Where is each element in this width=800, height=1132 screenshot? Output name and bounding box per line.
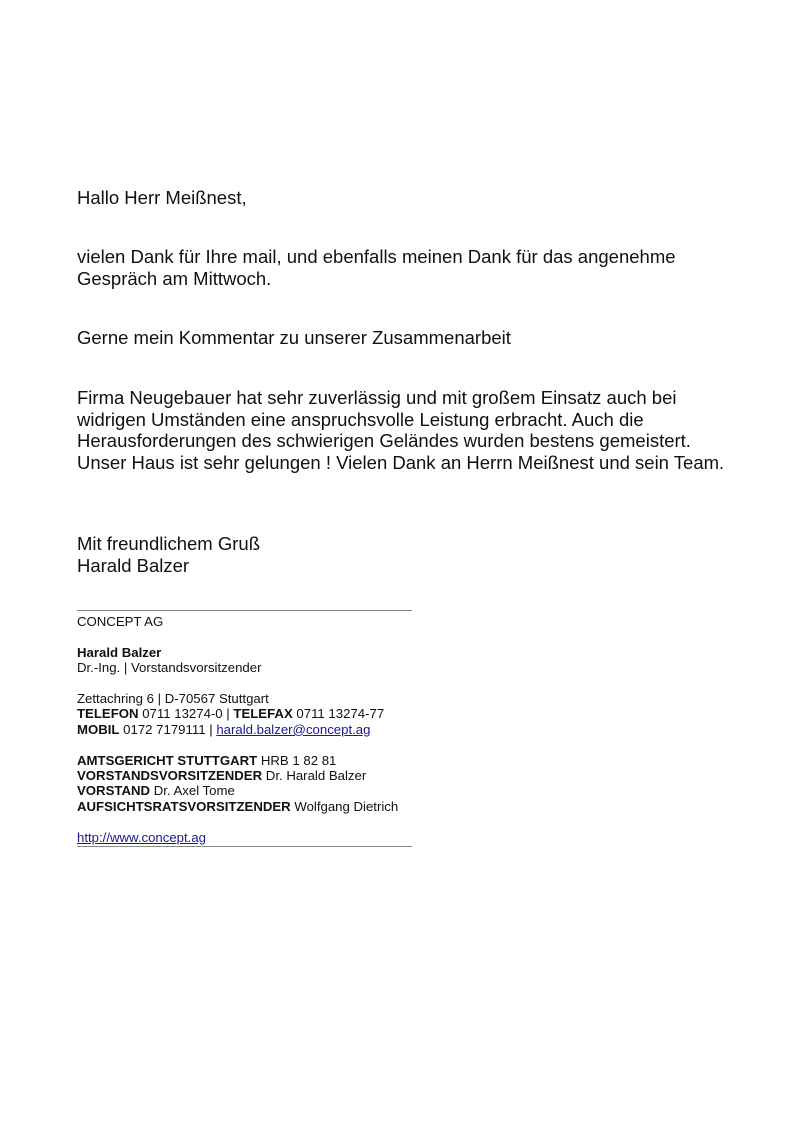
board-value: Dr. Axel Tome	[150, 783, 235, 799]
signature-bottom-rule	[77, 846, 412, 847]
website-link[interactable]: http://www.concept.ag	[77, 829, 207, 845]
court-label: AMTSGERICHT STUTTGART	[77, 752, 258, 768]
company-name: CONCEPT AG	[77, 614, 164, 629]
paragraph-comment-intro: Gerne mein Kommentar zu unserer Zusammenarbeit	[77, 327, 511, 348]
signature-title: Dr.-Ing. | Vorstandsvorsitzender	[77, 660, 262, 676]
mobil-value: 0172 7179111 |	[119, 721, 217, 737]
closing-salutation: Mit freundlichem Gruß	[77, 533, 260, 554]
paragraph-testimonial: Firma Neugebauer hat sehr zuverlässig und mit großem Einsatz auch bei widrigen Umständen eine anspruchsvolle Leistung erbracht. Auch die Herausforderungen des schwierigen Geländes wurden bestens gemeistert. Unser Haus ist sehr gelungen ! Vielen Dank an Herrn Meißnest und sein Team.	[77, 387, 725, 473]
signature-phone-line	[77, 706, 412, 721]
signature-address: Zettachring 6 | D-70567 Stuttgart	[77, 691, 269, 706]
mobil-label: MOBIL	[77, 721, 120, 737]
telefon-label: TELEFON	[77, 706, 139, 722]
court-registration	[77, 753, 412, 768]
board	[77, 783, 412, 798]
telefon-value: 0711 13274-0 |	[138, 706, 234, 722]
chair-label: VORSTANDSVORSITZENDER	[77, 768, 263, 784]
supervisory-value: Wolfgang Dietrich	[290, 798, 399, 814]
signature-top-rule	[77, 610, 412, 611]
closing-block	[77, 533, 260, 576]
sender-name: Harald Balzer	[77, 554, 190, 576]
signature-mobile-line	[77, 722, 412, 737]
website-line	[77, 830, 412, 845]
email-link[interactable]: harald.balzer@concept.ag	[216, 721, 371, 737]
greeting: Hallo Herr Meißnest,	[77, 187, 247, 208]
chair-value: Dr. Harald Balzer	[262, 768, 367, 784]
supervisory-label: AUFSICHTSRATSVORSITZENDER	[77, 798, 291, 814]
supervisory-chair	[77, 799, 412, 814]
board-chair	[77, 768, 412, 783]
telefax-value: 0711 13274-77	[292, 706, 385, 722]
email-signature	[77, 610, 412, 847]
board-label: VORSTAND	[77, 783, 151, 799]
telefax-label: TELEFAX	[233, 706, 293, 722]
signature-name: Harald Balzer	[77, 644, 162, 660]
paragraph-thanks: vielen Dank für Ihre mail, und ebenfalls meinen Dank für das angenehme Gespräch am Mittwoch.	[77, 246, 676, 289]
court-value: HRB 1 82 81	[257, 752, 337, 768]
